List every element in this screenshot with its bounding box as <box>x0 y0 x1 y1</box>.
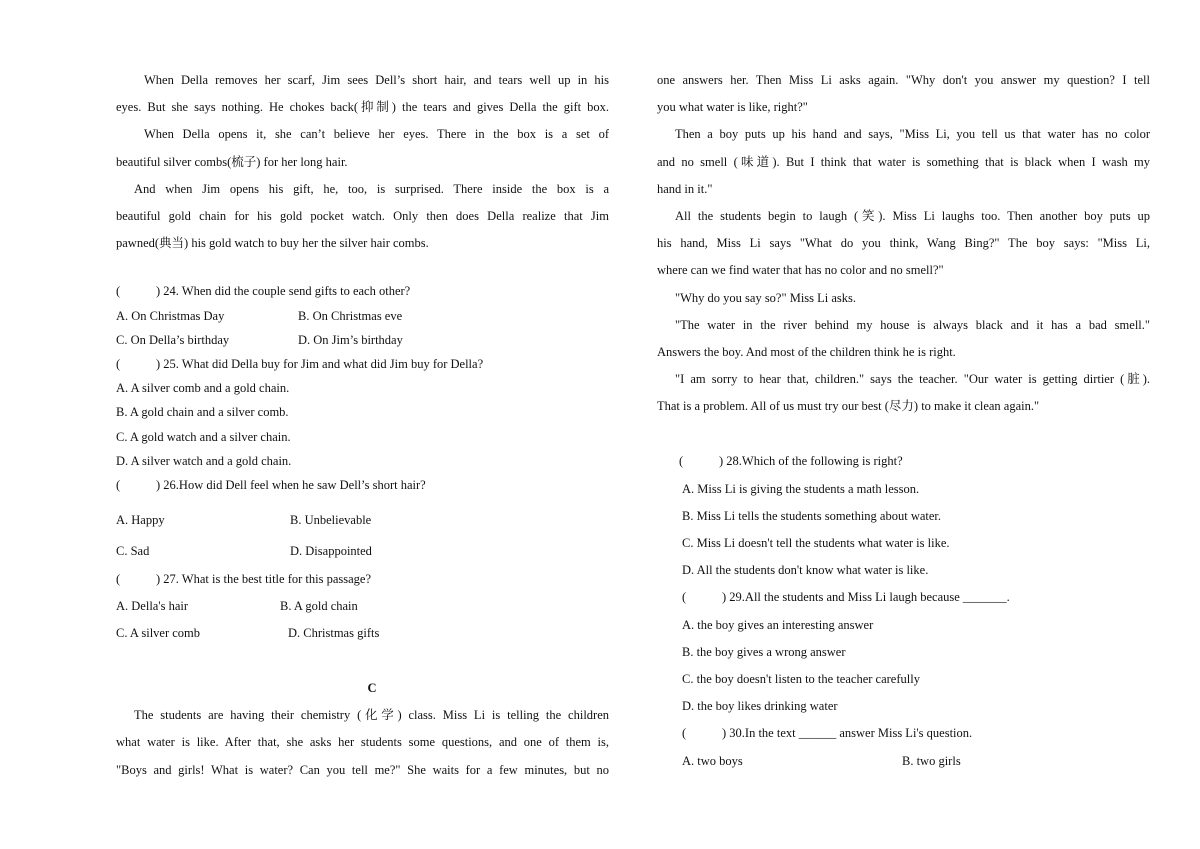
answer-blank[interactable]: ( <box>116 356 121 371</box>
left-column <box>116 67 609 784</box>
passage-c-paragraph-3 <box>657 203 1150 285</box>
question-stem <box>116 473 609 505</box>
option-c: C. On Della’s birthday <box>116 332 230 347</box>
question-stem <box>657 720 1150 747</box>
option-c: C. A silver comb <box>116 626 201 641</box>
answer-blank[interactable]: ( <box>116 284 121 299</box>
passage-b-paragraph-1 <box>116 67 609 121</box>
option-c: C. A gold watch and a silver chain. <box>116 429 291 444</box>
text-line: "The water in the river behind my house is always black and it has a bad smell." <box>675 317 1150 332</box>
question-text: ) 28.Which of the following is right? <box>719 454 903 469</box>
option-row <box>116 620 609 647</box>
section-heading: C <box>367 681 377 696</box>
option-a: A. A silver comb and a gold chain. <box>116 380 290 395</box>
option-c: C. Sad <box>116 543 150 558</box>
option-b: B. A gold chain and a silver comb. <box>116 405 289 420</box>
option-b: B. the boy gives a wrong answer <box>682 644 846 659</box>
text-line: hand in it." <box>657 181 713 196</box>
option-a: A. the boy gives an interesting answer <box>682 617 874 632</box>
text-line: When Della opens it, she can’t believe her eyes. There in the box is a set of <box>144 127 609 142</box>
answer-blank[interactable]: ( <box>679 454 684 469</box>
text-line: All the students begin to laugh (笑). Miss Li laughs too. Then another boy puts up <box>675 208 1150 223</box>
passage-c-paragraph-2 <box>657 121 1150 203</box>
option-a: A. two boys <box>682 753 743 768</box>
question-25 <box>116 352 609 473</box>
text-line: where can we find water that has no color and no smell?" <box>657 263 944 278</box>
option-d: D. Christmas gifts <box>288 626 380 641</box>
answer-blank[interactable]: ( <box>116 478 121 493</box>
answer-blank[interactable]: ( <box>116 572 121 587</box>
text-line: And when Jim opens his gift, he, too, is surprised. There inside the box is a <box>134 181 609 196</box>
question-stem <box>116 279 609 303</box>
passage-c-paragraph-4 <box>657 285 1150 312</box>
text-line: his hand, Miss Li says "What do you think, Wang Bing?" The boy says: "Miss Li, <box>657 236 1150 251</box>
passage-b-paragraph-2 <box>116 121 609 175</box>
text-line: When Della removes her scarf, Jim sees Dell’s short hair, and tears well up in his <box>144 73 609 87</box>
question-text: ) 24. When did the couple send gifts to each other? <box>156 284 411 299</box>
text-line: "Boys and girls! What is water? Can you tell me?" She waits for a few minutes, but no <box>116 762 609 777</box>
question-24 <box>116 279 609 351</box>
option-row <box>657 748 1150 775</box>
text-line: and no smell (味道). But I think that water is something that is black when I wash my <box>657 154 1150 169</box>
text-line: That is a problem. All of us must try our best (尽力) to make it clean again." <box>657 399 1040 414</box>
option-row <box>116 536 609 567</box>
option-d: D. A silver watch and a gold chain. <box>116 453 292 468</box>
question-text: ) 30.In the text ______ answer Miss Li's question. <box>722 726 973 741</box>
question-stem <box>116 352 609 376</box>
passage-c-paragraph-1 <box>116 702 609 784</box>
option-b: B. On Christmas eve <box>298 308 403 323</box>
text-line: Then a boy puts up his hand and says, "Miss Li, you tell us that water has no color <box>675 127 1150 142</box>
question-text: ) 27. What is the best title for this passage? <box>156 572 371 587</box>
text-line: one answers her. Then Miss Li asks again. "Why don't you answer my question? I tell <box>657 73 1150 87</box>
text-line: Answers the boy. And most of the children think he is right. <box>657 344 956 359</box>
question-30 <box>657 720 1150 774</box>
option-d: D. All the students don't know what water is like. <box>682 563 929 578</box>
text-line: beautiful gold chain for his gold pocket watch. Only then does Della realize that Jim <box>116 208 609 223</box>
text-line: you what water is like, right?" <box>657 100 808 115</box>
question-stem <box>116 566 609 593</box>
option-a: A. Della's hair <box>116 599 189 614</box>
option-c: C. Miss Li doesn't tell the students what water is like. <box>682 536 950 550</box>
option-row <box>116 505 609 536</box>
option-a: A. Happy <box>116 513 165 528</box>
text-line: beautiful silver combs(梳子) for her long hair. <box>116 154 348 169</box>
option-b: B. Miss Li tells the students something about water. <box>682 508 942 523</box>
question-29 <box>657 584 1150 720</box>
option-c: C. the boy doesn't listen to the teacher carefully <box>682 671 920 686</box>
option-d: D. Disappointed <box>290 543 372 558</box>
option-b: B. Unbelievable <box>290 513 372 528</box>
option-b: B. A gold chain <box>280 599 358 614</box>
text-line: "Why do you say so?" Miss Li asks. <box>675 290 857 305</box>
question-text: ) 26.How did Dell feel when he saw Dell’s short hair? <box>156 478 426 493</box>
question-27 <box>116 566 609 647</box>
text-line: what water is like. After that, she asks her students some questions, and one of them is, <box>116 735 609 750</box>
option-row <box>116 593 609 620</box>
option-row <box>116 328 609 352</box>
text-line: "I am sorry to hear that, children." says the teacher. "Our water is getting dirtier (脏). <box>675 372 1150 387</box>
passage-c-paragraph-5 <box>657 312 1150 366</box>
text-line: eyes. But she says nothing. He chokes back(抑制) the tears and gives Della the gift box. <box>116 100 609 115</box>
question-stem <box>657 448 1150 475</box>
passage-b-paragraph-3 <box>116 176 609 258</box>
option-a: A. On Christmas Day <box>116 308 225 323</box>
option-d: D. the boy likes drinking water <box>682 699 838 714</box>
text-line: The students are having their chemistry (化学) class. Miss Li is telling the children <box>134 708 609 723</box>
option-d: D. On Jim’s birthday <box>298 332 403 347</box>
question-stem <box>657 584 1150 611</box>
question-text: ) 25. What did Della buy for Jim and what did Jim buy for Della? <box>156 356 484 371</box>
answer-blank[interactable]: ( <box>682 726 687 741</box>
text-line: pawned(典当) his gold watch to buy her the silver hair combs. <box>116 236 429 251</box>
passage-c-paragraph-1-cont <box>657 67 1150 121</box>
option-row <box>116 304 609 328</box>
question-26 <box>116 473 609 566</box>
right-column <box>657 67 1150 775</box>
option-b: B. two girls <box>902 753 961 768</box>
question-text: ) 29.All the students and Miss Li laugh because _______. <box>722 590 1010 605</box>
passage-c-paragraph-6 <box>657 366 1150 420</box>
option-a: A. Miss Li is giving the students a math lesson. <box>682 481 920 496</box>
answer-blank[interactable]: ( <box>682 590 687 605</box>
question-28 <box>657 448 1150 584</box>
